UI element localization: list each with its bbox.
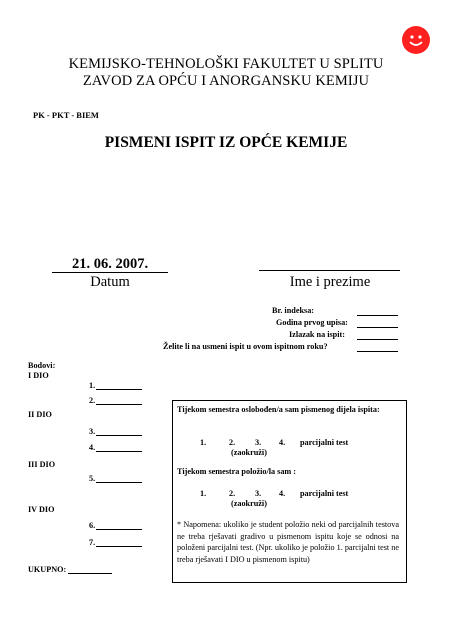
index-field[interactable]: [357, 315, 398, 316]
passed-text: Tijekom semestra položio/la sam :: [177, 467, 297, 476]
course-code: PK - PKT - BIEM: [33, 110, 99, 120]
score-5-field[interactable]: [96, 482, 142, 483]
score-4-field[interactable]: [96, 451, 142, 452]
total-field[interactable]: [68, 573, 112, 574]
name-label: Ime i prezime: [289, 274, 371, 290]
passed-test-4-option[interactable]: 4.: [279, 489, 286, 498]
score-1-field[interactable]: [96, 389, 142, 390]
score-2-number: 2.: [89, 396, 96, 405]
points-heading: Bodovi:: [28, 361, 56, 370]
note-text: * Napomena: ukoliko je student položio neki od parcijalnih testova ne treba rješavati gradivo u pismenom ispitu koje se odnosi na položeni parcijalni test. (Npr. ukoliko je položio 1. parcijalni test ne treba rješavati I DIO u pismenom ispitu): [177, 520, 399, 564]
circle-hint: (zaokruži): [231, 448, 267, 457]
part-4-label: IV DIO: [28, 505, 55, 514]
part-3-label: III DIO: [28, 460, 56, 469]
score-3-number: 3.: [89, 427, 96, 436]
smiley-icon: [402, 26, 430, 54]
exit-field[interactable]: [357, 339, 398, 340]
part-2-label: II DIO: [28, 410, 52, 419]
passed-test-3-option[interactable]: 3.: [255, 489, 262, 498]
test-1-option[interactable]: 1.: [200, 438, 207, 447]
passed-test-1-option[interactable]: 1.: [200, 489, 207, 498]
score-6-number: 6.: [89, 521, 96, 530]
score-2-field[interactable]: [96, 404, 142, 405]
score-3-field[interactable]: [96, 435, 142, 436]
score-1-number: 1.: [89, 381, 96, 390]
oral-field[interactable]: [357, 351, 398, 352]
test-3-option[interactable]: 3.: [255, 438, 262, 447]
total-label: UKUPNO:: [28, 565, 67, 574]
score-5-number: 5.: [89, 474, 96, 483]
score-6-field[interactable]: [96, 529, 142, 530]
test-2-option[interactable]: 2.: [229, 438, 236, 447]
year-label: Godina prvog upisa:: [276, 318, 348, 327]
passed-partial-test-label: parcijalni test: [300, 489, 349, 498]
exit-label: Izlazak na ispit:: [289, 330, 345, 339]
oral-question: Želite li na usmeni ispit u ovom ispitnom roku?: [163, 342, 328, 351]
exemption-box: [172, 400, 407, 583]
faculty-name: KEMIJSKO-TEHNOLOŠKI FAKULTET U SPLITU: [68, 56, 384, 72]
exam-title: PISMENI ISPIT IZ OPĆE KEMIJE: [104, 134, 348, 151]
date-label: Datum: [90, 274, 130, 290]
index-label: Br. indeksa:: [272, 306, 315, 315]
year-field[interactable]: [357, 327, 398, 328]
partial-test-label: parcijalni test: [300, 438, 349, 447]
test-4-option[interactable]: 4.: [279, 438, 286, 447]
exam-date: 21. 06. 2007.: [52, 256, 168, 273]
score-7-field[interactable]: [96, 546, 142, 547]
name-line[interactable]: [259, 270, 400, 271]
department-name: ZAVOD ZA OPĆU I ANORGANSKU KEMIJU: [82, 73, 370, 89]
passed-circle-hint: (zaokruži): [231, 499, 267, 508]
exempt-text: Tijekom semestra oslobođen/a sam pismenog dijela ispita:: [177, 405, 380, 414]
part-1-label: I DIO: [28, 371, 49, 380]
score-4-number: 4.: [89, 443, 96, 452]
passed-test-2-option[interactable]: 2.: [229, 489, 236, 498]
score-7-number: 7.: [89, 538, 96, 547]
